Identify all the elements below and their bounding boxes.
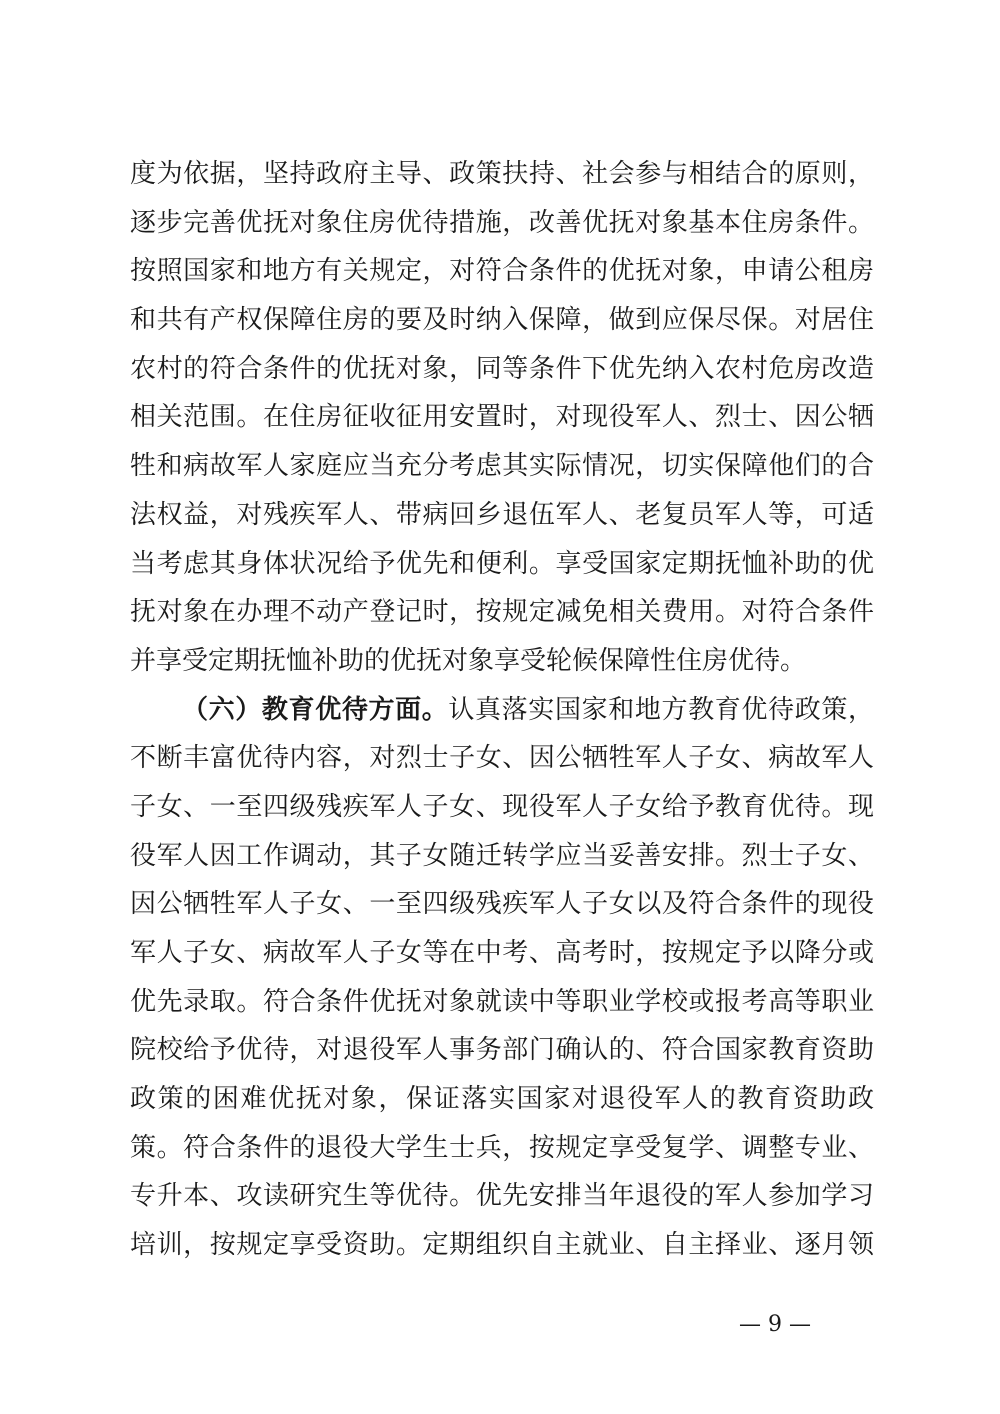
paragraph-line: 不断丰富优待内容，对烈士子女、因公牺牲军人子女、病故军人 <box>130 743 874 774</box>
paragraph-line: 度为依据，坚持政府主导、政策扶持、社会参与相结合的原则， <box>130 159 874 189</box>
paragraph-line: 逐步完善优抚对象住房优待措施，改善优抚对象基本住房条件。 <box>130 207 874 238</box>
paragraph-line: 子女、一至四级残疾军人子女、现役军人子女给予教育优待。现 <box>130 791 874 822</box>
paragraph-line: 并享受定期抚恤补助的优抚对象享受轮候保障性住房优待。 <box>130 645 807 676</box>
section-first-line <box>130 686 874 735</box>
section-intro-text: 认真落实国家和地方教育优待政策， <box>448 694 874 725</box>
paragraph-line: 役军人因工作调动，其子女随迁转学应当妥善安排。烈士子女、 <box>130 840 874 871</box>
section-heading: （六）教育优待方面。 <box>182 694 449 725</box>
paragraph-line: 军人子女、病故军人子女等在中考、高考时，按规定予以降分或 <box>130 938 874 968</box>
body-text <box>130 150 874 1270</box>
paragraph-line: 相关范围。在住房征收征用安置时，对现役军人、烈士、因公牺 <box>130 402 874 433</box>
paragraph-line: 按照国家和地方有关规定，对符合条件的优抚对象，申请公租房 <box>130 256 874 287</box>
paragraph-line: 培训，按规定享受资助。定期组织自主就业、自主择业、逐月领 <box>130 1230 874 1261</box>
paragraph-line: 专升本、攻读研究生等优待。优先安排当年退役的军人参加学习 <box>130 1181 874 1212</box>
paragraph-line: 法权益，对残疾军人、带病回乡退伍军人、老复员军人等，可适 <box>130 499 874 530</box>
paragraph-line: 因公牺牲军人子女、一至四级残疾军人子女以及符合条件的现役 <box>130 889 874 920</box>
paragraph-line: 抚对象在办理不动产登记时，按规定减免相关费用。对符合条件 <box>130 597 874 628</box>
paragraph-line: 和共有产权保障住房的要及时纳入保障，做到应保尽保。对居住 <box>130 305 874 336</box>
paragraph-line: 策。符合条件的退役大学生士兵，按规定享受复学、调整专业、 <box>130 1132 874 1163</box>
paragraph-line: 农村的符合条件的优抚对象，同等条件下优先纳入农村危房改造 <box>130 353 874 384</box>
paragraph-line: 优先录取。符合条件优抚对象就读中等职业学校或报考高等职业 <box>130 986 874 1017</box>
paragraph-line: 当考虑其身体状况给予优先和便利。享受国家定期抚恤补助的优 <box>130 548 874 579</box>
paragraph-line: 牲和病故军人家庭应当充分考虑其实际情况，切实保障他们的合 <box>130 451 874 482</box>
page-number: — 9 — <box>739 1312 811 1337</box>
paragraph-line: 政策的困难优抚对象，保证落实国家对退役军人的教育资助政 <box>130 1084 874 1115</box>
paragraph-line: 院校给予优待，对退役军人事务部门确认的、符合国家教育资助 <box>130 1035 874 1066</box>
